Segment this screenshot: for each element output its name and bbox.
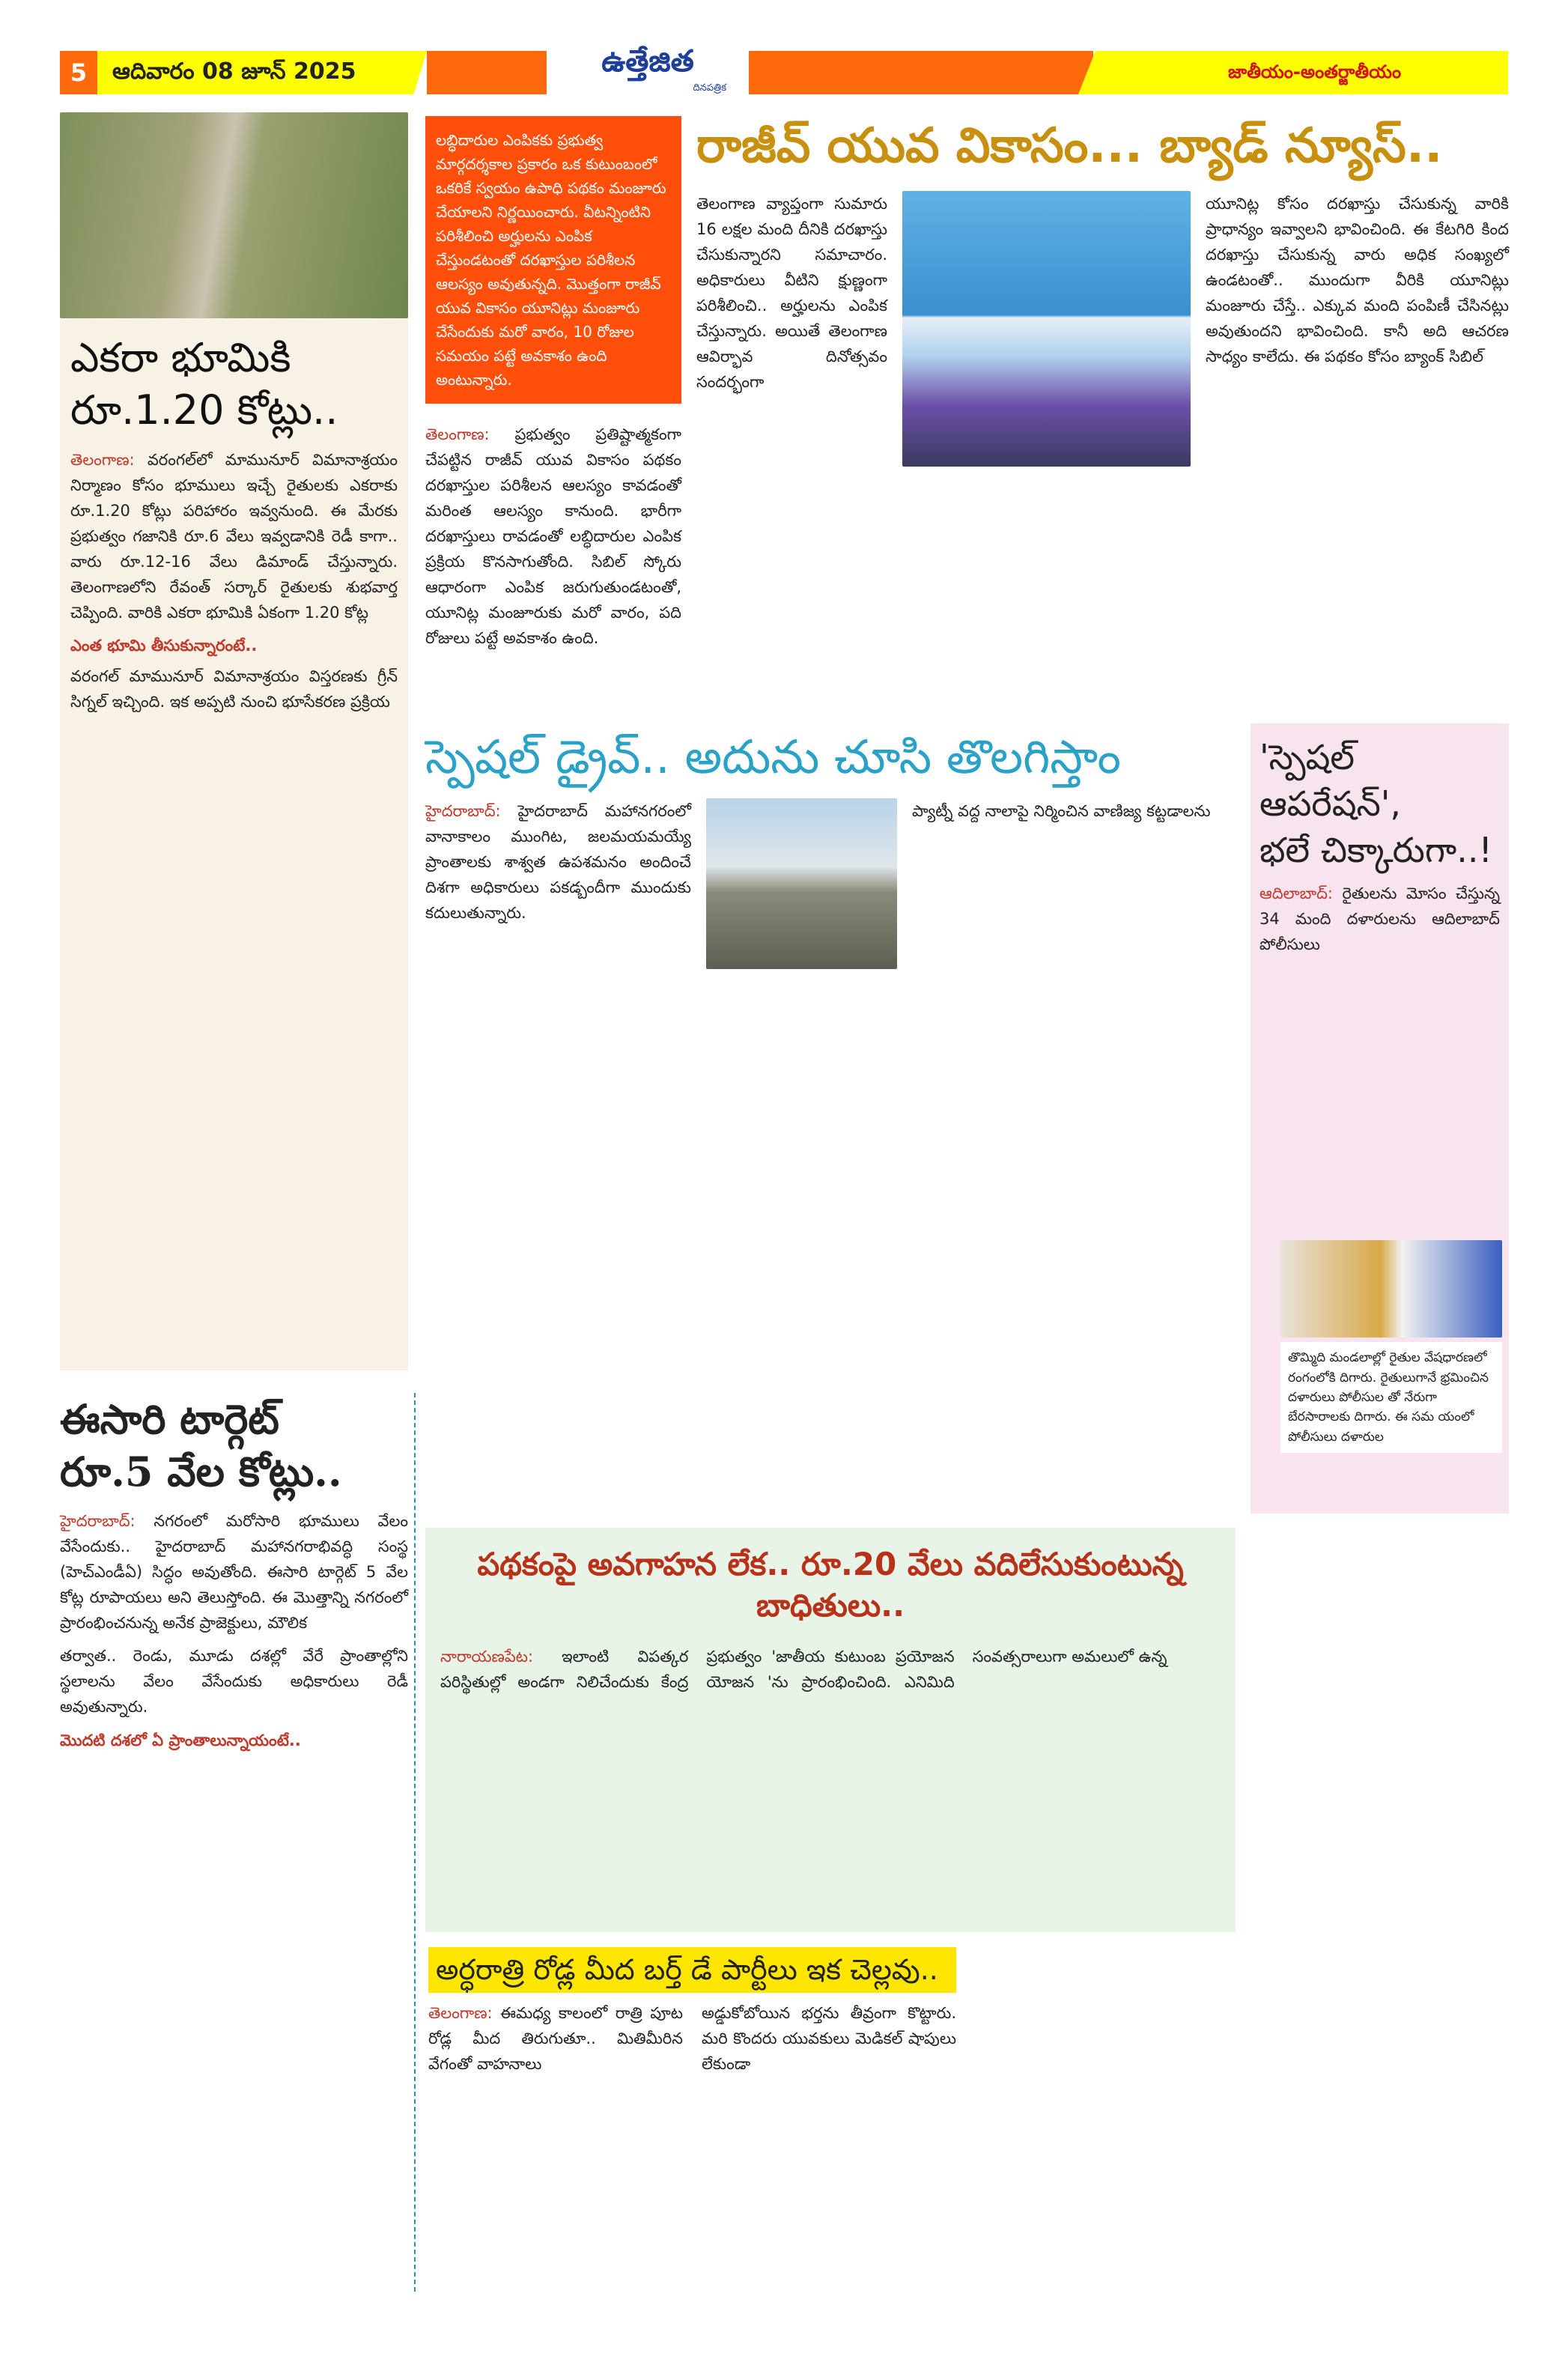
subheading: ఎంత భూమి తీసుకున్నారంటే.. [70, 637, 258, 655]
headline: పథకంపై అవగాహన లేక.. రూ.20 వేలు వదిలేసుకుంటున్న బాధితులు.. [477, 1546, 1184, 1624]
paragraph: తెలంగాణ వ్యాప్తంగా సుమారు 16 లక్షల మంది దీనికి దరఖాస్తు చేసుకున్నారని సమాచారం. అధికారులు వీటిని క్షుణ్ణంగా పరిశీలించి.. అర్హులను ఎంపిక చేస్తున్నారు. అయితే తెలంగాణ ఆవిర్భావ దినోత్సవం సందర్భంగా [696, 195, 887, 392]
date-text: ఆదివారం 08 జూన్ 2025 [112, 58, 356, 85]
headline-line-1: ఎకరా భూమికి [70, 334, 291, 381]
article-body [70, 447, 398, 714]
headline-line-1: 'స్పెషల్ ఆపరేషన్', [1259, 737, 1402, 825]
orange-band-left [427, 51, 547, 94]
headline [60, 1393, 408, 1498]
paragraph: అడ్డుకోబోయిన భర్తను తీవ్రంగా కొట్టారు. మరి కొందరు యువకులు మెడికల్ షాపులు లేకుండా [702, 2004, 956, 2074]
drive-columns [425, 798, 1232, 969]
orange-band-right [749, 51, 1093, 94]
headline-line-2: రూ.5 వేల కోట్లు.. [60, 1448, 342, 1496]
article-special-drive [425, 728, 1232, 969]
rajiv-right-area [696, 116, 1509, 467]
paragraph: ప్యాట్నీ వద్ద నాలాపై నిర్మించిన వాణిజ్య కట్టడాలను [912, 801, 1211, 820]
dateline: ఆదిలాబాద్: [1259, 884, 1333, 903]
article-special-operation [1251, 723, 1509, 1514]
paragraph: ప్రభుత్వం ప్రతిష్టాత్మకంగా చేపట్టిన రాజీవ్ యువ వికాసం పథకం దరఖాస్తుల పరిశీలన ఆలస్యం కావడంతో మరింత ఆలస్యం కానుంది. భారీగా దరఖాస్తులు రావడంతో లబ్ధిదారుల ఎంపిక ప్రక్రియ కొనసాగుతోంది. సిబిల్ స్కోరు ఆధారంగా ఎంపిక జరుగుతుండటంతో, యూనిట్ల మంజూరుకు మరో వారం, పది రోజులు పట్టే అవకాశం ఉంది. [425, 425, 681, 648]
masthead-bar [60, 44, 1508, 94]
paragraph: నగరంలో మరోసారి భూములు వేలం వేసేందుకు.. హైదరాబాద్ మహానగరాభివద్ధి సంస్థ (హెచ్ఎండీఏ) సిద్ధం అవుతోంది. ఈసారి టార్గెట్ 5 వేల కోట్ల రూపాయలు అని తెలుస్తోంది. ఈ మొత్తాన్ని నగరంలో ప్రారంభించనున్న అనేక ప్రాజెక్టులు, మౌలిక [60, 1512, 408, 1633]
birthday-column-2 [702, 2000, 956, 2084]
headline [1259, 734, 1500, 873]
paragraph: రైతులను మోసం చేస్తున్న 34 మంది దళారులను ఆదిలాబాద్ పోలీసులు [1259, 884, 1500, 954]
headline-line-1: ఈసారి టార్గెట్ [60, 1395, 279, 1443]
logo [554, 40, 741, 102]
rajiv-column-4 [1206, 191, 1509, 377]
article-target [60, 1393, 408, 1758]
dateline: తెలంగాణ: [425, 425, 490, 443]
paragraph: వరంగల్‌లో మామునూర్ విమానాశ్రయం నిర్మాణం కోసం భూములు ఇచ్చే రైతులకు ఎకరాకు రూ.1.20 కోట్లు పరిహారం ఇవ్వనుంది. ఈ మేరకు ప్రభుత్వం గజానికి రూ.6 వేలు ఇవ్వడానికి రెడీ కాగా.. వారు రూ.12-16 వేలు డిమాండ్ చేస్తున్నారు. తెలంగాణలోని రేవంత్ సర్కార్ రైతులకు శుభవార్త చెప్పింది. వారికి ఎకరా భూమికి ఏకంగా 1.20 కోట్ల [70, 451, 398, 622]
drive-column-3 [912, 798, 1232, 831]
logo-subtitle: దినపత్రిక [693, 82, 726, 94]
page-number-box: 5 [60, 51, 97, 94]
rajiv-lead-column [425, 422, 681, 651]
rajiv-yuva-vikasam-event-photo [902, 191, 1191, 467]
photo-caption: తొమ్మిది మండలాల్లో రైతుల వేషధారణలో రంగంలోకి దిగారు. రైతులుగానే భ్రమించిన దళారులు పోలీసుల తో నేరుగా బేరసారాలకు దిగారు. ఈ సమ యంలో పోలీసులు దళారుల [1280, 1342, 1502, 1453]
dateline: తెలంగాణ: [70, 451, 135, 470]
dateline: హైదరాబాద్: [425, 801, 501, 820]
paragraph: ఇలాంటి విపత్కర పరిస్థితుల్లో అండగా నిలిచేందుకు కేంద్ర ప్రభుత్వం 'జాతీయ కుటుంబ ప్రయోజన యోజన 'ను ప్రారంభించింది. ఎనిమిది సంవత్సరాలుగా అమలులో ఉన్న [440, 1648, 1167, 1692]
article-body [1259, 881, 1500, 1240]
column-divider [414, 1393, 416, 2292]
paragraph: హైదరాబాద్ మహానగరంలో వానాకాలం ముంగిట, జలమయమయ్యే ప్రాంతాలకు శాశ్వత ఉపశమనం అందించే దిశగా అధికారులు పకడ్బందీగా ముందుకు కదులుతున్నారు. [425, 801, 691, 922]
drive-column-1 [425, 798, 691, 933]
article-body [60, 1508, 408, 1752]
rajiv-left-column [425, 116, 681, 658]
article-land [60, 112, 408, 1370]
paragraph: వరంగల్ మామునూర్ విమానాశ్రయం విస్తరణకు గ్రీన్ సిగ్నల్ ఇచ్చింది. ఇక అప్పటి నుంచి భూసేకరణ ప్రక్రియ [70, 667, 398, 711]
article-birthday [428, 1947, 956, 2084]
brokers-arrested-photo [1280, 1240, 1502, 1338]
paragraph: తర్వాత.. రెండు, మూడు దశల్లో వేరే ప్రాంతాల్లోని స్థలాలను వేలం వేసేందుకు అధికారులు రెడీ అవుతున్నారు. [60, 1647, 408, 1716]
article-body [440, 1644, 1221, 1695]
officials-inspection-photo [706, 798, 897, 969]
dateline: హైదరాబాద్: [60, 1512, 136, 1531]
headline-special-drive: స్పెషల్ డ్రైవ్.. అదును చూసి తొలగిస్తాం [425, 729, 1121, 784]
section-title: జాతీయం-అంతర్జాతీయం [1228, 61, 1402, 82]
headline [70, 332, 398, 437]
headline-line-2: రూ.1.20 కోట్లు.. [70, 386, 338, 434]
headline: అర్ధరాత్రి రోడ్ల మీద బర్త్ డే పార్టీలు ఇక చెల్లవు.. [436, 1953, 938, 1986]
rajiv-column-2 [696, 191, 887, 402]
headline-line-2: భలే చిక్కారుగా..! [1259, 830, 1492, 871]
birthday-column-1 [428, 2000, 683, 2084]
logo-text: ఉత్తేజిత [601, 44, 694, 79]
headline-rajiv: రాజీవ్ యువ వికాసం... బ్యాడ్ న్యూస్.. [696, 118, 1443, 174]
paragraph: ఈమధ్య కాలంలో రాత్రి పూట రోడ్ల మీద తిరుగుతూ.. మితిమీరిన వేగంతో వాహనాలు [428, 2004, 683, 2074]
rajiv-columns [696, 191, 1509, 467]
birthday-columns [428, 2000, 956, 2084]
subheading: మొదటి దశలో ఏ ప్రాంతాలున్నాయంటే.. [60, 1731, 301, 1749]
paragraph: యూనిట్ల కోసం దరఖాస్తు చేసుకున్న వారికి ప్రాధాన్యం ఇవ్వాలని భావించింది. ఈ కేటగిరి కింద దరఖాస్తు చేసుకున్న వారు అధిక సంఖ్యలో ఉండటంతో.. ముందుగా వీరికి యూనిట్లు మంజూరు చేస్తే.. ఎక్కువ మంది పంపిణీ చేసినట్లు అవుతుందని భావించింది. కానీ అది ఆచరణ సాధ్యం కాలేదు. ఈ పథకం కోసం బ్యాంక్ సిబిల్ [1206, 195, 1509, 366]
highlight-box: లబ్ధిదారుల ఎంపికకు ప్రభుత్వ మార్గదర్శకాల ప్రకారం ఒక కుటుంబంలో ఒకరికే స్వయం ఉపాధి పథకం మంజూరు చేయాలని నిర్ణయించారు. వీటన్నింటిని పరిశీలించి అర్హులను ఎంపిక చేస్తుండటంతో దరఖాస్తుల పరిశీలన ఆలస్యం అవుతున్నది. మొత్తంగా రాజీవ్ యువ వికాసం యూనిట్లు మంజూరు చేసేందుకు మరో వారం, 10 రోజుల సమయం పట్టే అవకాశం ఉంది అంటున్నారు. [425, 116, 681, 404]
dateline: తెలంగాణ: [428, 2004, 493, 2023]
dateline: నారాయణపేట: [440, 1648, 534, 1666]
article-scheme [425, 1528, 1236, 1932]
airport-aerial-photo [60, 112, 408, 318]
headline-birthday-banner [428, 1947, 956, 1993]
article-rajiv [425, 116, 1509, 658]
